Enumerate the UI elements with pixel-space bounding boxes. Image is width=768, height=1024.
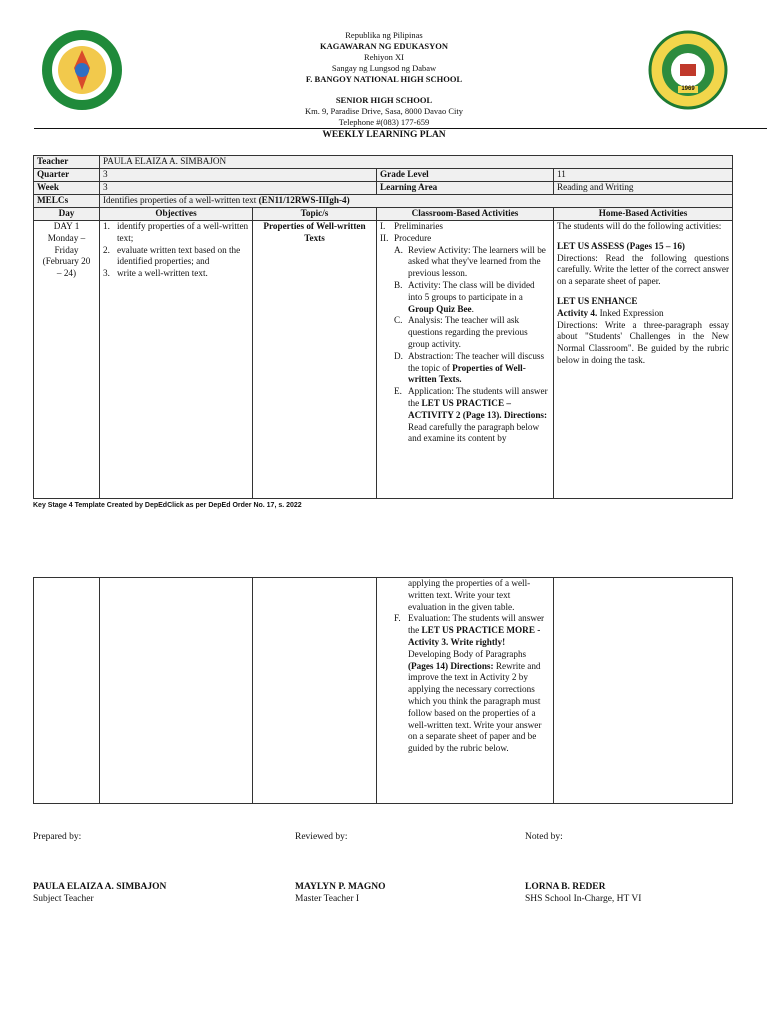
weekly-plan-table xyxy=(33,155,733,499)
item-text: Activity: The class will be divided into 5 groups to participate in a xyxy=(408,279,535,302)
learning-area-value: Reading and Writing xyxy=(554,182,733,195)
item-text: Evaluation: The students will answer the xyxy=(408,613,545,636)
continuation-table xyxy=(33,577,733,804)
item-letter: F. xyxy=(394,613,401,624)
topic-cell: Properties of Well-written Texts xyxy=(253,221,377,499)
item-letter: E. xyxy=(394,386,402,397)
procedure-item-e xyxy=(394,386,550,445)
item-letter: C. xyxy=(394,315,403,326)
document-title: WEEKLY LEARNING PLAN xyxy=(322,130,446,140)
learning-area-label: Learning Area xyxy=(377,182,554,195)
procedure-item-d xyxy=(394,351,550,386)
assess-text: Directions: Read the following questions carefully. Write the letter of the correct answer on a separate sheet of paper. xyxy=(557,252,730,287)
enhance-text: Directions: Write a three-paragraph essay about "Students' Challenges in the New Normal Classroom". Be guided by the rubric below in doing the task. xyxy=(557,319,730,365)
continuation-text: applying the properties of a well-written text. Write your text evaluation in the given table. xyxy=(408,578,531,612)
assess-title: LET US ASSESS (Pages 15 – 16) xyxy=(557,240,685,251)
home-intro: The students will do the following activities: xyxy=(557,221,722,231)
column-home-activities: Home-Based Activities xyxy=(554,208,733,221)
column-topics: Topic/s xyxy=(253,208,377,221)
prepared-by-label: Prepared by: xyxy=(33,832,82,842)
reviewed-by-name: MAYLYN P. MAGNO xyxy=(295,882,386,892)
objective-item xyxy=(103,268,249,280)
classroom-continuation-cell xyxy=(377,578,554,804)
seal-year: 1969 xyxy=(681,86,695,92)
procedure-item-a xyxy=(394,245,550,280)
template-footnote: Key Stage 4 Template Created by DepEdClick as per DepEd Order No. 17, s. 2022 xyxy=(33,502,302,509)
empty-objectives-cell xyxy=(100,578,253,804)
day-label: DAY 1 xyxy=(53,221,80,231)
step-text: Preliminaries xyxy=(394,221,443,231)
noted-by-name: LORNA B. REDER xyxy=(525,882,606,892)
column-classroom-activities: Classroom-Based Activities xyxy=(377,208,554,221)
item-text: Application: The students will answer the xyxy=(408,386,548,408)
enhance-activity xyxy=(557,308,729,320)
quarter-value: 3 xyxy=(100,169,377,182)
day-cell xyxy=(34,221,100,499)
item-emphasis: LET US PRACTICE – ACTIVITY 2 (Page 13). Directions: xyxy=(408,397,548,420)
item-text-end: . xyxy=(471,303,474,314)
column-objectives: Objectives xyxy=(100,208,253,221)
week-label: Week xyxy=(34,182,100,195)
header-republic: Republika ng Pilipinas xyxy=(345,30,423,40)
enhance-title: LET US ENHANCE xyxy=(557,295,638,306)
item-text: Review Activity: The learners will be asked what they've learned from the previous lesson. xyxy=(408,244,546,279)
grade-level-label: Grade Level xyxy=(377,169,554,182)
step-number: I. xyxy=(380,221,386,231)
step-text: Procedure xyxy=(394,232,432,243)
empty-topic-cell xyxy=(253,578,377,804)
noted-by-label: Noted by: xyxy=(525,832,563,842)
home-activities-cell xyxy=(554,221,733,499)
procedure-item-c xyxy=(394,315,550,350)
reviewed-by-role: Master Teacher I xyxy=(295,894,360,904)
empty-home-cell xyxy=(554,578,733,804)
item-text-end: Read carefully the paragraph below and examine its content by xyxy=(408,421,540,444)
header-department: KAGAWARAN NG EDUKASYON xyxy=(320,41,448,51)
enhance-activity-name: Inked Expression xyxy=(597,307,664,318)
item-text: Abstraction: The teacher will discuss the topic of xyxy=(408,350,545,373)
teacher-label: Teacher xyxy=(34,156,100,169)
reviewed-by-label: Reviewed by: xyxy=(295,832,348,842)
melcs-cell xyxy=(100,195,733,208)
header-address: Km. 9, Paradise Drive, Sasa, 8000 Davao City xyxy=(305,106,463,116)
column-day: Day xyxy=(34,208,100,221)
noted-by-role: SHS School In-Charge, HT VI xyxy=(525,894,642,904)
quarter-label: Quarter xyxy=(34,169,100,182)
week-value: 3 xyxy=(100,182,377,195)
melcs-code: (EN11/12RWS-IIIgh-4) xyxy=(258,195,350,205)
item-text-mid: Developing Body of Paragraphs xyxy=(408,648,527,659)
item-emphasis: LET US PRACTICE MORE - Activity 3. Write rightly! xyxy=(408,625,541,647)
prepared-by-role: Subject Teacher xyxy=(33,894,94,904)
header-school: F. BANGOY NATIONAL HIGH SCHOOL xyxy=(305,74,463,84)
classroom-activities-cell xyxy=(377,221,554,499)
step-procedure xyxy=(380,233,550,245)
procedure-item-b xyxy=(394,280,550,315)
header-telephone: Telephone #(083) 177-659 xyxy=(338,117,430,127)
melcs-label: MELCs xyxy=(34,195,100,208)
grade-level-value: 11 xyxy=(554,169,733,182)
objective-text: write a well-written text. xyxy=(117,268,208,279)
date-range-end: – 24) xyxy=(56,268,77,279)
item-text: Analysis: The teacher will ask questions regarding the previous group activity. xyxy=(408,315,528,349)
objective-number: 2. xyxy=(103,244,110,255)
header-division: Sangay ng Lungsod ng Dabaw xyxy=(331,63,437,73)
objective-item xyxy=(103,221,249,245)
date-range-start: (February 20 xyxy=(42,256,91,267)
header-region: Rehiyon XI xyxy=(364,52,404,62)
prepared-by-name: PAULA ELAIZA A. SIMBAJON xyxy=(33,882,167,892)
empty-day-cell xyxy=(34,578,100,804)
objective-number: 3. xyxy=(103,268,110,279)
day-range-end: Friday xyxy=(54,244,79,255)
teacher-value: PAULA ELAIZA A. SIMBAJON xyxy=(100,156,733,169)
item-emphasis-2: (Pages 14) Directions: xyxy=(408,660,494,671)
procedure-item-f xyxy=(394,613,550,755)
objective-text: evaluate written text based on the identified properties; and xyxy=(117,244,241,267)
item-letter: B. xyxy=(394,279,403,290)
header-shs: SENIOR HIGH SCHOOL xyxy=(335,95,433,105)
step-preliminaries xyxy=(380,221,550,233)
item-emphasis: Group Quiz Bee xyxy=(408,303,472,314)
item-emphasis: Properties of Well-written Texts. xyxy=(408,362,526,385)
objective-number: 1. xyxy=(103,221,110,231)
objective-text: identify properties of a well-written text; xyxy=(117,221,249,243)
objective-item xyxy=(103,245,249,269)
item-text-end: Rewrite and improve the text in Activity 2 by applying the necessary corrections which you think the paragraph must follow based on the properties of a well-written text. Write your answer on a separate sheet of paper and be guided by the rubric below. xyxy=(408,660,542,754)
header-divider xyxy=(34,128,767,129)
objectives-cell xyxy=(100,221,253,499)
step-number: II. xyxy=(380,232,389,243)
item-letter: A. xyxy=(394,244,403,255)
enhance-activity-number: Activity 4. xyxy=(557,307,598,318)
melcs-value: Identifies properties of a well-written text xyxy=(103,195,259,205)
day-range-start: Monday – xyxy=(47,232,86,243)
item-letter: D. xyxy=(394,350,403,361)
